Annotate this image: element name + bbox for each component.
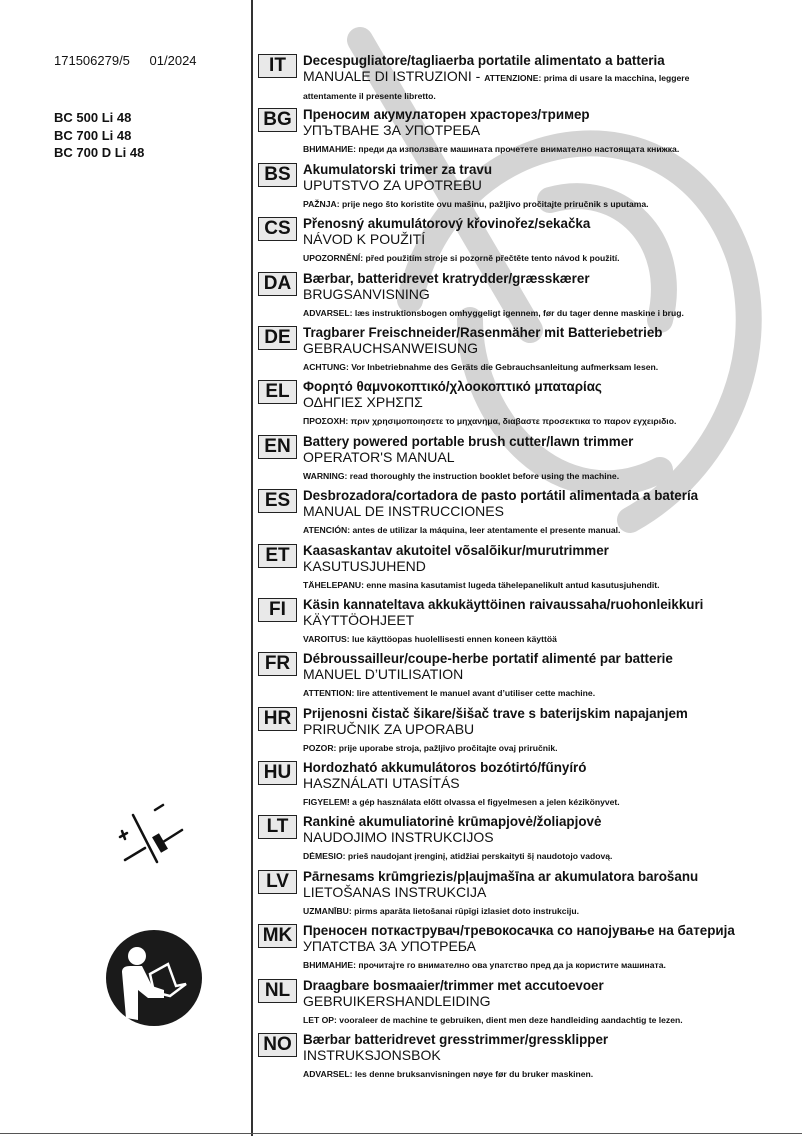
language-code-badge: HU (258, 761, 297, 785)
product-title: Rankinė akumuliatorinė krūmapjovė/žoliapjovė (303, 814, 602, 830)
warning-text: WARNING: read thoroughly the instruction booklet before using the machine. (303, 470, 620, 481)
manual-title: PRIRUČNIK ZA UPORABU (303, 720, 475, 737)
language-code-badge: BG (258, 108, 297, 132)
language-code-badge: EN (258, 435, 297, 459)
manual-title: OPERATOR'S MANUAL (303, 448, 455, 465)
language-entry-hu (258, 761, 798, 815)
manual-title: NAUDOJIMO INSTRUKCIJOS (303, 829, 494, 846)
warning-text: ATTENTION: lire attentivement le manuel avant d’utiliser cette machine. (303, 688, 596, 699)
language-entry-fr (258, 652, 798, 706)
manual-title: KASUTUSJUHEND (303, 557, 426, 574)
manual-title: MANUEL D’UTILISATION (303, 666, 464, 683)
product-title: Battery powered portable brush cutter/lawn trimmer (303, 433, 634, 449)
manual-title: GEBRAUCHSANWEISUNG (303, 339, 479, 356)
language-code-badge: DA (258, 272, 297, 296)
language-entry-cs (258, 217, 798, 271)
battery-polarity-icon (115, 800, 195, 870)
warning-text: ATTENZIONE: prima di usare la macchina, leggere (484, 73, 690, 83)
manual-title: KÄYTTÖOHJEET (303, 611, 415, 628)
language-entry-lt (258, 815, 798, 869)
entry-text (303, 488, 798, 535)
manual-title: UPUTSTVO ZA UPOTREBU (303, 176, 482, 193)
product-title: Hordozható akkumulátoros bozótirtó/fűnyíró (303, 760, 587, 776)
language-code-badge: HR (258, 707, 297, 731)
language-code-badge: BS (258, 163, 297, 187)
language-entry-de (258, 326, 798, 380)
column-divider (251, 0, 253, 1136)
language-code-badge: MK (258, 924, 297, 948)
entry-text (303, 216, 798, 263)
entry-text (303, 162, 798, 209)
warning-text: POZOR: prije uporabe stroja, pažljivo pročitajte ovaj priručnik. (303, 742, 558, 753)
product-title: Akumulatorski trimer za travu (303, 161, 493, 177)
entry-text (303, 706, 798, 753)
read-manual-icon (104, 928, 204, 1028)
warning-text: ATENCIÓN: antes de utilizar la máquina, leer atentamente el presente manual. (303, 525, 621, 536)
manual-title: INSTRUKSJONSBOK (303, 1047, 441, 1064)
language-entry-hr (258, 707, 798, 761)
language-code-badge: LV (258, 870, 297, 894)
language-entry-nl (258, 979, 798, 1033)
model-name: BC 700 D Li 48 (54, 145, 145, 160)
product-title: Pārnesams krūmgriezis/pļaujmašīna ar akumulatora barošanu (303, 868, 699, 884)
language-entry-et (258, 544, 798, 598)
document-code: 171506279/5 (54, 53, 130, 68)
product-title: Decespugliatore/tagliaerba portatile alimentato a batteria (303, 53, 665, 68)
product-title: Débroussailleur/coupe-herbe portatif alimenté par batterie (303, 651, 673, 667)
language-code-badge: FR (258, 652, 297, 676)
model-name: BC 700 Li 48 (54, 127, 132, 143)
language-code-badge: LT (258, 815, 297, 839)
language-code-badge: IT (258, 54, 297, 78)
language-code-badge: DE (258, 326, 297, 350)
warning-text: FIGYELEM! a gép használata előtt olvassa el figyelmesen a jelen kézikönyvet. (303, 797, 620, 808)
entry-text (303, 923, 798, 970)
entry-text (303, 543, 798, 590)
entry-text (303, 325, 798, 372)
manual-title: УПАТСТВА ЗА УПОТРЕБА (303, 938, 477, 955)
product-title: Desbrozadora/cortadora de pasto portátil alimentada a batería (303, 488, 699, 504)
entry-text (303, 107, 798, 154)
entry-text (303, 651, 798, 698)
entry-text (303, 597, 798, 644)
warning-text: ADVARSEL: les denne bruksanvisningen nøye før du bruker maskinen. (303, 1069, 594, 1080)
language-entry-no (258, 1033, 798, 1087)
language-code-badge: FI (258, 598, 297, 622)
product-title: Bærbar, batteridrevet kratrydder/græsskærer (303, 270, 590, 286)
warning-text-continued: attentamente il presente libretto. (303, 91, 436, 101)
language-entry-mk (258, 924, 798, 978)
language-entry-el (258, 380, 798, 434)
warning-text: DĖMESIO: prieš naudojant įrenginį, atidžiai perskaityti šį naudotojo vadovą. (303, 851, 613, 862)
document-reference (54, 53, 213, 68)
manual-title: MANUAL DE INSTRUCCIONES (303, 503, 504, 520)
manual-title: NÁVOD K POUŽITÍ (303, 231, 426, 248)
product-title: Prijenosni čistač šikare/šišač trave s baterijskim napajanjem (303, 705, 688, 721)
model-list (54, 109, 144, 162)
warning-text: ADVARSEL: læs instruktionsbogen omhyggeligt igennem, før du tager denne maskine i brug. (303, 307, 684, 318)
entry-text (303, 760, 798, 807)
product-title: Преносим акумулаторен храсторез/тример (303, 107, 590, 123)
language-code-badge: NO (258, 1033, 297, 1057)
language-code-badge: NL (258, 979, 297, 1003)
language-entry-fi (258, 598, 798, 652)
language-entry-en (258, 435, 798, 489)
manual-title (303, 69, 798, 86)
entry-text (303, 53, 798, 101)
document-date: 01/2024 (149, 53, 197, 68)
manual-title: УПЪТВАНЕ ЗА УПОТРЕБА (303, 122, 481, 139)
manual-title: HASZNÁLATI UTASÍTÁS (303, 775, 460, 792)
product-title: Draagbare bosmaaier/trimmer met accutoevoer (303, 977, 604, 993)
language-entry-lv (258, 870, 798, 924)
warning-text: ACHTUNG: Vor Inbetriebnahme des Geräts die Gebrauchsanleitung aufmerksam lesen. (303, 361, 659, 372)
product-title: Φορητό θαμνοκοπτικό/χλοοκοπτικό μπαταρίας (303, 379, 602, 395)
manual-title: GEBRUIKERSHANDLEIDING (303, 992, 491, 1009)
entry-text (303, 271, 798, 318)
language-entry-bg (258, 108, 798, 162)
warning-text: PAŽNJA: prije nego što koristite ovu mašinu, pažljivo pročitajte priručnik s uputama. (303, 198, 649, 209)
language-entry-da (258, 272, 798, 326)
language-entry-es (258, 489, 798, 543)
product-title: Преносен поткаструвач/тревокосачка со напојување на батерија (303, 923, 735, 939)
warning-text: UZMANĪBU: pirms aparāta lietošanai rūpīgi izlasiet doto instrukciju. (303, 905, 579, 916)
warning-text: VAROITUS: lue käyttöopas huolellisesti ennen koneen käyttöä (303, 633, 557, 644)
product-title: Kaasaskantav akutoitel võsalõikur/murutrimmer (303, 542, 609, 558)
warning-text: TÄHELEPANU: enne masina kasutamist lugeda tähelepanelikult antud kasutusjuhendit. (303, 579, 660, 590)
entry-text (303, 434, 798, 481)
language-entry-bs (258, 163, 798, 217)
entry-text (303, 1032, 798, 1079)
product-title: Tragbarer Freischneider/Rasenmäher mit Batteriebetrieb (303, 324, 663, 340)
manual-title: LIETOŠANAS INSTRUKCIJA (303, 883, 487, 900)
language-code-badge: ES (258, 489, 297, 513)
language-list (258, 54, 798, 1087)
entry-text (303, 869, 798, 916)
warning-text: ВНИМАНИЕ: преди да използвате машината прочетете внимателно настоящата книжка. (303, 144, 680, 155)
product-title: Käsin kannateltava akkukäyttöinen raivaussaha/ruohonleikkuri (303, 596, 704, 612)
bottom-rule (0, 1133, 802, 1134)
warning-text: UPOZORNĚNÍ: před použitím stroje si pozorně přečtěte tento návod k použití. (303, 253, 620, 264)
warning-text: LET OP: vooraleer de machine te gebruiken, dient men deze handleiding aandachtig te lezen. (303, 1014, 683, 1025)
manual-title: ΟΔΗΓΙΕΣ ΧΡΗΣΠΣ (303, 394, 423, 411)
product-title: Bærbar batteridrevet gresstrimmer/gressklipper (303, 1032, 609, 1048)
language-entry-it (258, 54, 798, 108)
entry-text (303, 978, 798, 1025)
entry-text (303, 379, 798, 426)
product-title: Přenosný akumulátorový křovinořez/sekačka (303, 216, 591, 232)
language-code-badge: ET (258, 544, 297, 568)
warning-text: ΠΡΟΣΟΧΗ: πριν χρησιμοποιησετε το μηχανημα, διαβαστε προσεκτικα το παρον εγχειριδιο. (303, 416, 677, 427)
warning-text: ВНИМАНИЕ: прочитајте го внимателно ова упатство пред да ја користите машината. (303, 960, 666, 971)
language-code-badge: CS (258, 217, 297, 241)
language-code-badge: EL (258, 380, 297, 404)
entry-text (303, 814, 798, 861)
manual-title: BRUGSANVISNING (303, 285, 430, 302)
model-name: BC 500 Li 48 (54, 110, 132, 125)
manual-title-text: MANUALE DI ISTRUZIONI - (303, 68, 485, 84)
